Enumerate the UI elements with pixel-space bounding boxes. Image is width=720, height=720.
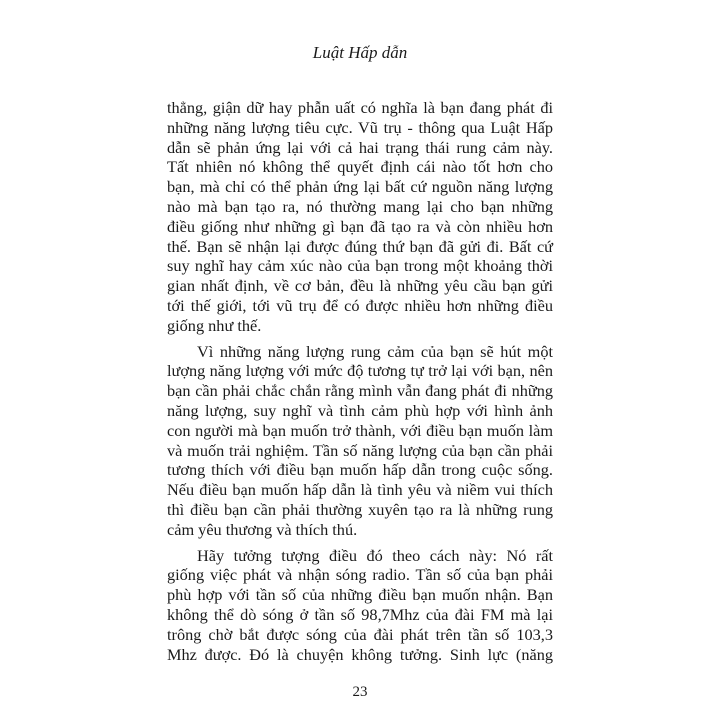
text-line: Hãy tưởng tượng điều đó theo cách này: Nó rất: [197, 545, 553, 565]
text-line: phù hợp với tần số của những điều bạn muốn nhận. Bạn: [167, 585, 553, 605]
text-line: năng lượng, suy nghĩ và tình cảm phù hợp với hình ảnh: [167, 400, 553, 420]
page-number: 23: [352, 684, 368, 700]
text-line: gian nhất định, về cơ bản, đều là những yêu cầu bạn gửi: [167, 276, 553, 296]
text-line: cảm yêu thương và thích thú.: [167, 519, 358, 539]
text-line: thì điều bạn cần phải thường xuyên tạo ra là những rung: [167, 499, 553, 519]
text-line: lượng năng lượng với mức độ tương tự trở lại với bạn, nên: [167, 361, 553, 381]
text-line: suy nghĩ hay cảm xúc nào của bạn trong một khoảng thời: [167, 256, 553, 276]
text-line: bạn, mà chỉ có thể phản ứng lại bất cứ nguồn năng lượng: [167, 177, 553, 197]
text-line: giống việc phát và nhận sóng radio. Tần số của bạn phải: [167, 565, 553, 585]
text-line: không thể dò sóng ở tần số 98,7Mhz của đài FM mà lại: [167, 604, 553, 624]
text-line: Nếu điều bạn muốn hấp dẫn là tình yêu và niềm vui thích: [167, 480, 553, 500]
text-line: những năng lượng tiêu cực. Vũ trụ - thông qua Luật Hấp: [167, 117, 553, 137]
text-line: điều giống như những gì bạn đã tạo ra và còn nhiều hơn: [167, 216, 553, 236]
text-line: Vì những năng lượng rung cảm của bạn sẽ hút một: [197, 341, 553, 361]
text-line: nào mà bạn tạo ra, nó thường mang lại cho bạn những: [167, 196, 553, 216]
paragraph: [167, 98, 553, 336]
text-line: bạn cần phải chắc chắn rằng mình vẫn đang phát đi những: [167, 381, 553, 401]
text-line: thế. Bạn sẽ nhận lại được đúng thứ bạn đã gửi đi. Bất cứ: [167, 236, 553, 256]
text-line: tới thế giới, tới vũ trụ để có được nhiều hơn những điều: [167, 295, 553, 315]
text-line: Mhz được. Đó là chuyện không tưởng. Sinh lực (năng: [167, 644, 553, 664]
text-line: giống như thế.: [167, 315, 262, 335]
paragraph: [167, 342, 553, 540]
text-line: dẫn sẽ phản ứng lại với cả hai trạng thái rung cảm này.: [167, 137, 553, 157]
page-body: [167, 98, 553, 664]
paragraph: [167, 546, 553, 665]
text-line: tương thích với điều bạn muốn hấp dẫn trong cuộc sống.: [167, 460, 553, 480]
running-header: Luật Hấp dẫn: [312, 43, 408, 62]
text-line: trông chờ bắt được sóng của đài phát trên tần số 103,3: [167, 624, 553, 644]
text-line: và muốn trải nghiệm. Tần số năng lượng của bạn cần phải: [167, 440, 553, 460]
text-line: Tất nhiên nó không thể quyết định cái nào tốt hơn cho: [167, 157, 553, 177]
text-line: thẳng, giận dữ hay phẫn uất có nghĩa là bạn đang phát đi: [167, 98, 553, 117]
text-line: con người mà bạn muốn trở thành, với điều bạn muốn làm: [167, 420, 553, 440]
